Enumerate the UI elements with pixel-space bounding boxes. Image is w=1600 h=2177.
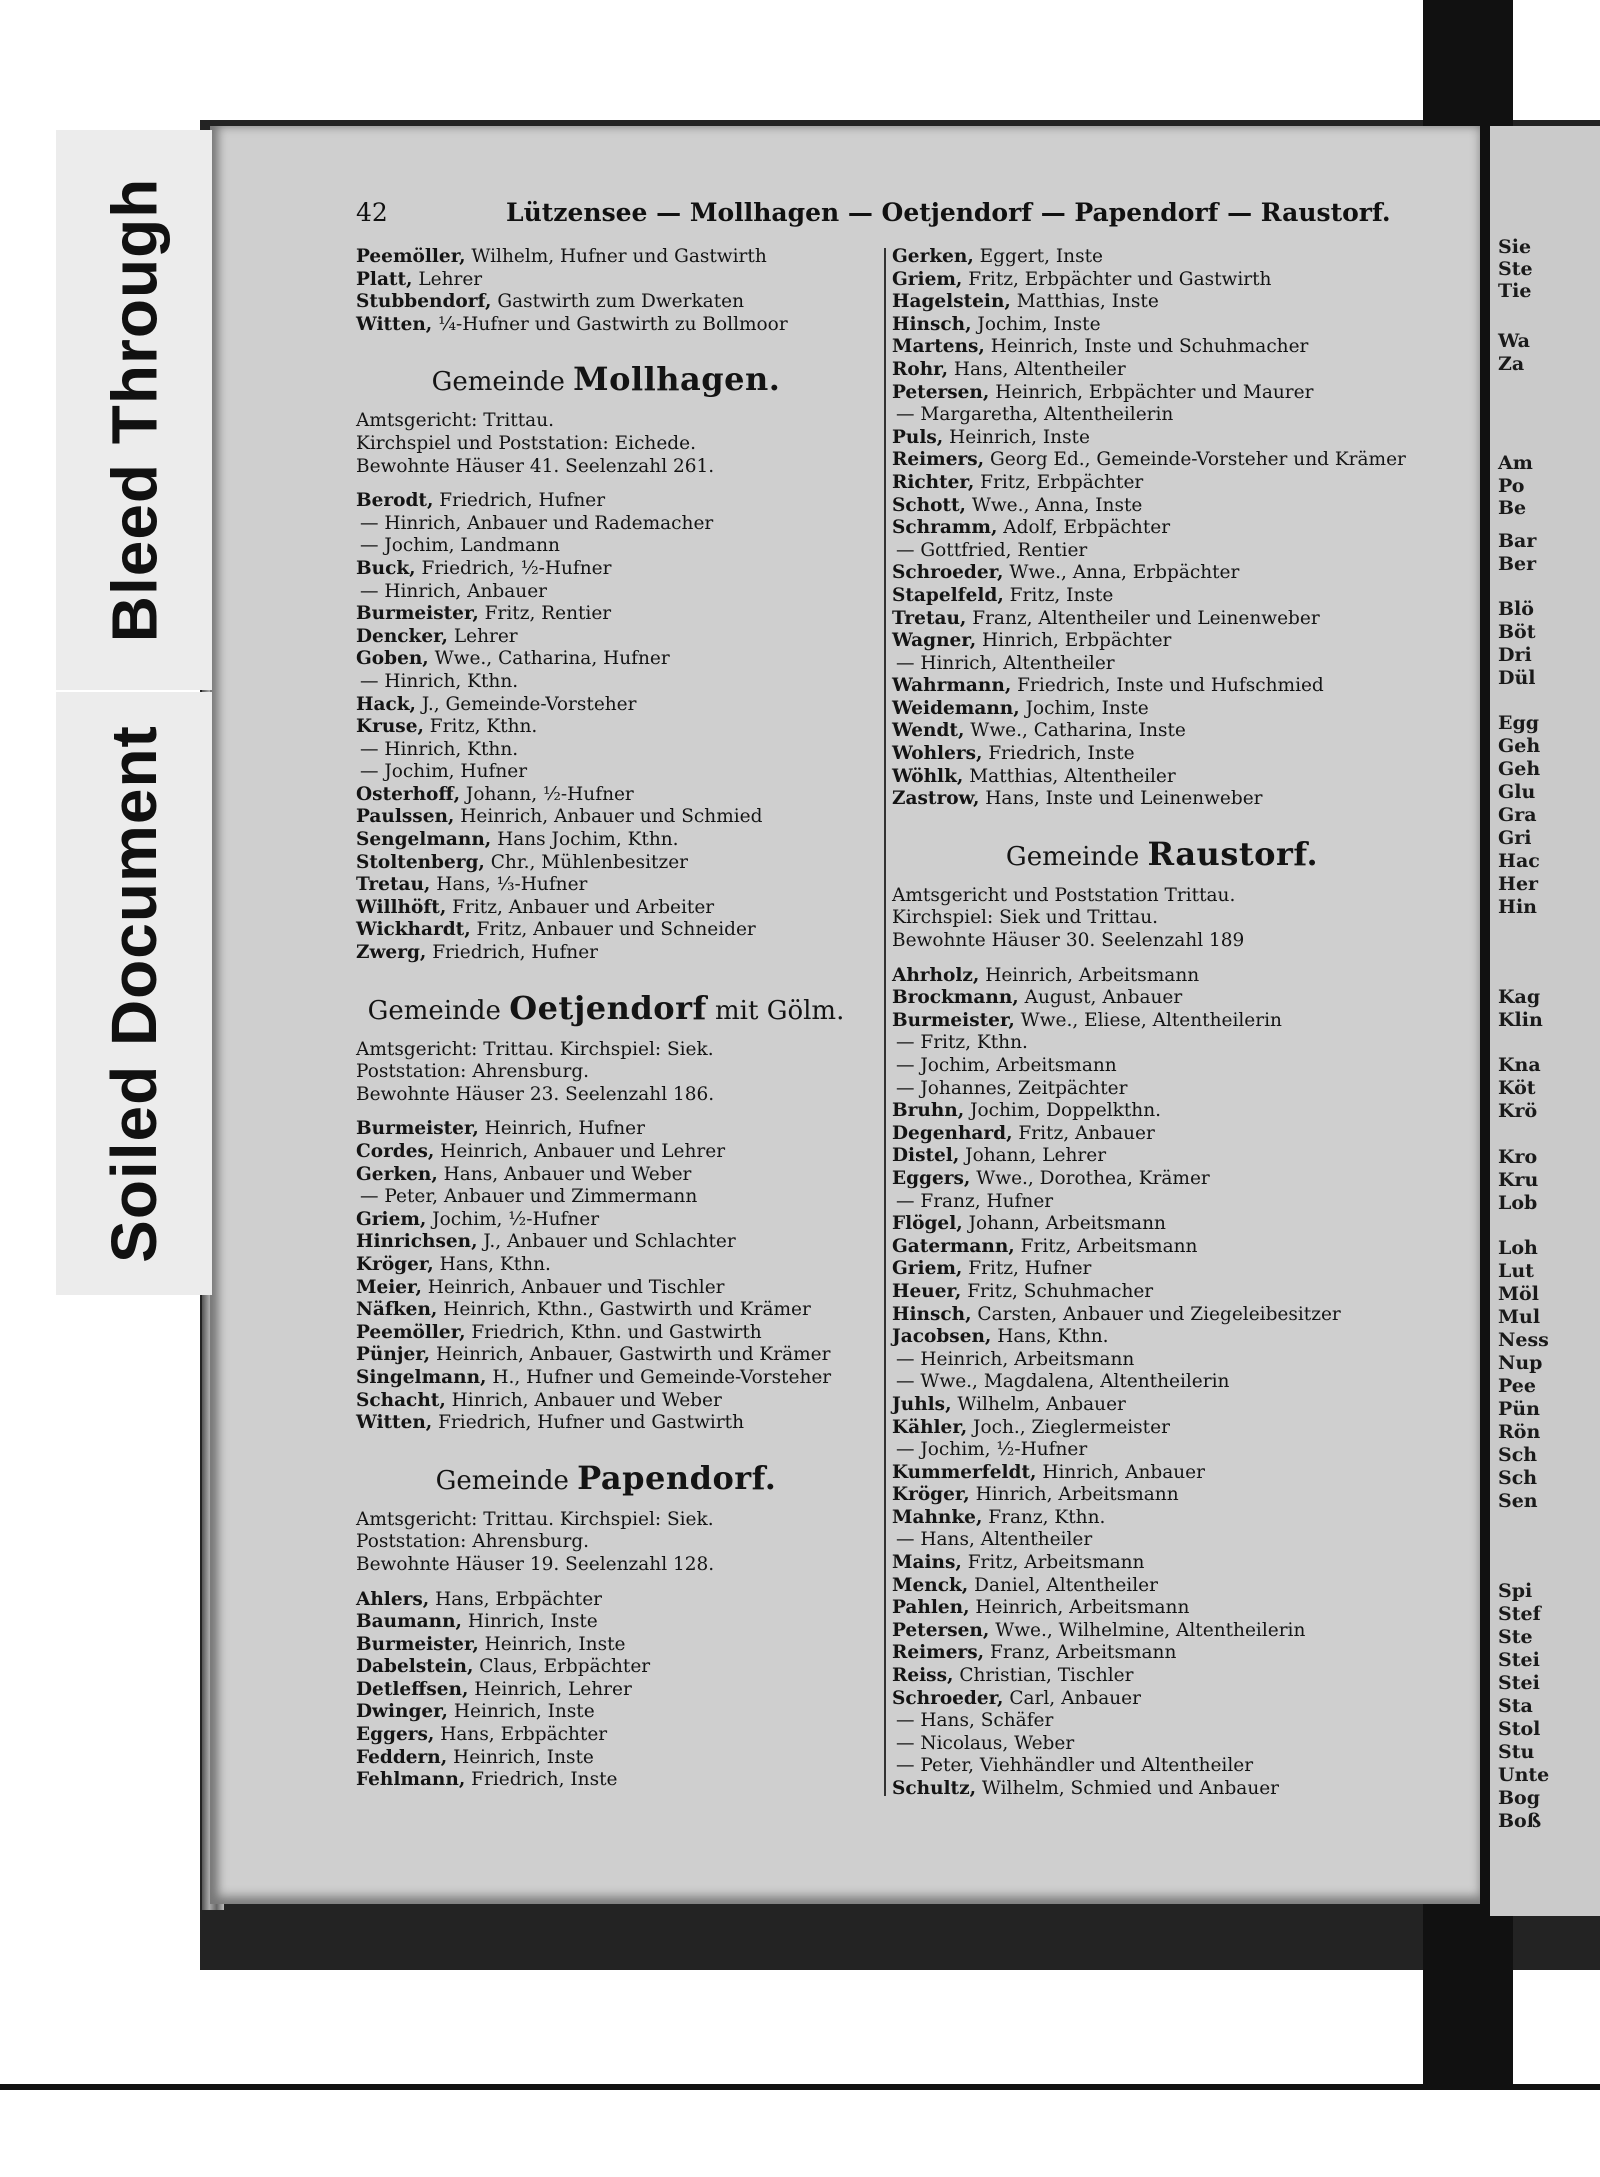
section-heading: Gemeinde Raustorf. [1005,834,1319,873]
directory-entry: Cordes, Heinrich, Anbauer und Lehrer [356,1141,726,1162]
section-info-line: Bewohnte Häuser 30. Seelenzahl 189 [892,930,1245,952]
directory-entry: Hinrichsen, J., Anbauer und Schlachter [356,1231,736,1253]
directory-entry: — Hans, Schäfer [896,1710,1054,1732]
section-info-line: Poststation: Ahrensburg. [356,1061,590,1083]
running-head: Lützensee — Mollhagen — Oetjendorf — Papendorf — Raustorf. [506,198,1391,227]
section-heading: Gemeinde Mollhagen. [431,360,781,399]
bleed-through-text: Bleed Through [98,177,170,643]
facing-page-text-fragment: Klin [1498,1009,1543,1031]
facing-page-text-fragment: Geh [1498,758,1541,780]
directory-entry: Goben, Wwe., Catharina, Hufner [356,648,670,670]
facing-page-text-fragment: Stef [1498,1603,1541,1625]
facing-page-text-fragment: Sie [1498,236,1532,258]
directory-entry: Osterhoff, Johann, ½-Hufner [356,783,634,805]
directory-entry: Schott, Wwe., Anna, Inste [892,494,1143,516]
facing-page-text-fragment: Ste [1498,1626,1533,1648]
directory-entry: Rohr, Hans, Altentheiler [892,358,1126,380]
directory-entry: Bruhn, Jochim, Doppelkthn. [892,1100,1161,1122]
facing-page-text-fragment: Kag [1498,986,1541,1008]
page-header [356,198,1391,232]
facing-page-text-fragment: Köt [1498,1077,1536,1099]
directory-entry: Burmeister, Wwe., Eliese, Altentheilerin [892,1009,1282,1031]
directory-entry: Wohlers, Friedrich, Inste [892,743,1135,765]
directory-entry: Eggers, Hans, Erbpächter [356,1724,608,1746]
facing-page-text-fragment: Gra [1498,804,1537,826]
directory-entry: Platt, Lehrer [356,268,483,290]
facing-page-text-fragment: Ness [1498,1329,1549,1351]
directory-entry: Ahlers, Hans, Erbpächter [356,1588,602,1610]
directory-entry: Petersen, Wwe., Wilhelmine, Altentheilerin [892,1619,1306,1641]
facing-page-text-fragment: Wa [1498,330,1530,352]
facing-page-text-fragment: Kro [1498,1146,1538,1168]
facing-page-text-fragment: Pee [1498,1375,1536,1397]
directory-entry: — Hinrich, Kthn. [360,670,519,692]
facing-page-text-fragment: Pün [1498,1398,1540,1420]
directory-entry: Flögel, Johann, Arbeitsmann [892,1213,1166,1235]
facing-page-text-fragment: Böt [1498,621,1536,643]
directory-entry: Witten, ¼-Hufner und Gastwirth zu Bollmoor [356,313,788,335]
directory-entry: Willhöft, Fritz, Anbauer und Arbeiter [356,896,715,918]
facing-page-text-fragment: Glu [1498,781,1536,803]
directory-entry: — Jochim, Landmann [360,535,560,557]
directory-entry: Meier, Heinrich, Anbauer und Tischler [356,1276,725,1298]
directory-entry: — Johannes, Zeitpächter [896,1077,1128,1099]
facing-page-text-fragment: Tie [1498,280,1532,302]
directory-entry: Stoltenberg, Chr., Mühlenbesitzer [356,851,689,873]
facing-page-text-fragment: Hac [1498,850,1540,872]
facing-page-text-fragment: Egg [1498,712,1540,734]
section-heading-name: Papendorf. [577,1458,777,1497]
directory-entry: — Fritz, Kthn. [896,1032,1028,1054]
facing-page-text-fragment: Hin [1498,896,1537,918]
directory-entry: Puls, Heinrich, Inste [892,426,1090,448]
facing-page-text-fragment: Kna [1498,1054,1541,1076]
facing-page-text-fragment: Lut [1498,1260,1534,1282]
section-info-line: Amtsgericht und Poststation Trittau. [892,884,1236,906]
directory-entry: Burmeister, Heinrich, Inste [356,1633,626,1655]
facing-page-text-fragment: Gri [1498,827,1532,849]
page-number: 42 [356,198,388,227]
directory-entry: Pahlen, Heinrich, Arbeitsmann [892,1597,1190,1619]
directory-entry: Kröger, Hinrich, Arbeitsmann [892,1484,1179,1506]
facing-page-text-fragment: Unte [1498,1764,1550,1786]
directory-entry: Distel, Johann, Lehrer [892,1145,1107,1167]
directory-entry: — Peter, Viehhändler und Altentheiler [896,1755,1254,1777]
left-column [356,246,856,1792]
directory-entry: — Nicolaus, Weber [896,1732,1075,1754]
directory-entry: — Hinrich, Altentheiler [896,652,1115,674]
directory-entry: Witten, Friedrich, Hufner und Gastwirth [356,1412,745,1434]
spacer [892,811,1432,823]
directory-entry: Menck, Daniel, Altentheiler [892,1574,1158,1596]
facing-page-text-fragment: Po [1498,475,1525,497]
spacer [356,965,856,977]
facing-page-text-fragment: Stu [1498,1741,1535,1763]
directory-entry: Näfken, Heinrich, Kthn., Gastwirth und Krämer [356,1299,811,1321]
directory-entry: Hinsch, Jochim, Inste [892,313,1101,335]
directory-entry: Tretau, Franz, Altentheiler und Leinenweber [892,607,1320,629]
section-heading-name: Raustorf. [1147,834,1319,873]
directory-entry: Singelmann, H., Hufner und Gemeinde-Vorsteher [356,1366,832,1388]
facing-page-text-fragment: Ber [1498,553,1537,575]
directory-entry: Gatermann, Fritz, Arbeitsmann [892,1235,1198,1257]
directory-entry: Feddern, Heinrich, Inste [356,1746,594,1768]
directory-entry: Wickhardt, Fritz, Anbauer und Schneider [356,919,756,941]
directory-entry: Kröger, Hans, Kthn. [356,1253,551,1275]
section-info-line: Amtsgericht: Trittau. Kirchspiel: Siek. [356,1508,714,1530]
facing-page-text-fragment: Am [1498,452,1533,474]
directory-entry: Paulssen, Heinrich, Anbauer und Schmied [356,806,763,828]
directory-entry: Zwerg, Friedrich, Hufner [356,942,598,964]
directory-entry: — Peter, Anbauer und Zimmermann [360,1186,698,1208]
directory-entry: — Heinrich, Arbeitsmann [896,1348,1135,1370]
directory-entry: Wendt, Wwe., Catharina, Inste [892,720,1186,742]
directory-entry: Schroeder, Carl, Anbauer [892,1687,1141,1709]
directory-entry: Fehlmann, Friedrich, Inste [356,1769,618,1791]
directory-entry: Zastrow, Hans, Inste und Leinenweber [892,788,1263,810]
directory-entry: Mains, Fritz, Arbeitsmann [892,1552,1145,1574]
directory-entry: Kummerfeldt, Hinrich, Anbauer [892,1461,1205,1483]
directory-entry: Sengelmann, Hans Jochim, Kthn. [356,829,679,851]
facing-page-text-fragment: Loh [1498,1237,1538,1259]
soiled-document-label [56,692,212,1295]
directory-entry: Burmeister, Fritz, Rentier [356,603,612,625]
column-divider [884,248,886,1796]
section-info-line: Kirchspiel: Siek und Trittau. [892,907,1159,929]
directory-entry: Stapelfeld, Fritz, Inste [892,584,1114,606]
directory-entry: Dabelstein, Claus, Erbpächter [356,1656,651,1678]
directory-entry: Petersen, Heinrich, Erbpächter und Maurer [892,381,1314,403]
facing-page-text-fragment: Möl [1498,1283,1539,1305]
directory-entry: Dencker, Lehrer [356,625,518,647]
directory-entry: Brockmann, August, Anbauer [892,987,1183,1009]
directory-entry: Schacht, Hinrich, Anbauer und Weber [356,1389,722,1411]
facing-page-text-fragment: Kru [1498,1169,1539,1191]
directory-entry: — Jochim, Arbeitsmann [896,1055,1117,1076]
directory-entry: — Margaretha, Altentheilerin [896,404,1174,426]
facing-page-text-fragment: Stol [1498,1718,1541,1740]
directory-entry: Dwinger, Heinrich, Inste [356,1701,595,1723]
spacer [356,1435,856,1447]
directory-entry: Weidemann, Jochim, Inste [892,697,1149,719]
facing-page-text-fragment: Blö [1498,598,1534,620]
directory-entry: Reimers, Georg Ed., Gemeinde-Vorsteher und Krämer [892,449,1406,471]
spacer [356,1106,856,1118]
section-info-line: Bewohnte Häuser 19. Seelenzahl 128. [356,1553,715,1575]
directory-entry: Heuer, Fritz, Schuhmacher [892,1280,1154,1302]
facing-page-text-fragment: Stei [1498,1672,1540,1694]
directory-entry: Baumann, Hinrich, Inste [356,1611,598,1633]
facing-page-text-fragment: Sen [1498,1490,1538,1512]
directory-entry: Wagner, Hinrich, Erbpächter [892,630,1172,652]
section-heading-name: Oetjendorf [509,988,707,1027]
directory-entry: Peemöller, Friedrich, Kthn. und Gastwirth [356,1321,762,1343]
scan-bottom-margin [0,2090,1600,2177]
directory-entry: — Hinrich, Anbauer und Rademacher [360,512,714,534]
facing-page-text-fragment: Lob [1498,1192,1538,1214]
directory-entry: Griem, Jochim, ½-Hufner [356,1208,600,1230]
directory-entry: — Jochim, ½-Hufner [896,1439,1088,1461]
directory-entry: Schroeder, Wwe., Anna, Erbpächter [892,562,1240,584]
spacer [892,953,1432,965]
directory-entry: Kähler, Joch., Zieglermeister [892,1416,1170,1438]
facing-page-text-fragment: Dri [1498,644,1532,666]
facing-page-text-fragment: Stei [1498,1649,1540,1671]
facing-page-text-fragment: Geh [1498,735,1541,757]
directory-entry: Schramm, Adolf, Erbpächter [892,517,1171,539]
facing-page-text-fragment: Krö [1498,1100,1538,1122]
directory-entry: Tretau, Hans, ⅓-Hufner [356,874,588,896]
facing-page-text-fragment: Rön [1498,1421,1541,1443]
directory-entry: Degenhard, Fritz, Anbauer [892,1122,1155,1144]
directory-entry: — Gottfried, Rentier [896,539,1088,561]
facing-page-text-fragment: Boß [1498,1810,1542,1832]
facing-page-text-fragment: Dül [1498,667,1536,689]
directory-entry: Stubbendorf, Gastwirth zum Dwerkaten [356,291,744,313]
directory-entry: Hack, J., Gemeinde-Vorsteher [356,693,637,715]
directory-entry: Richter, Fritz, Erbpächter [892,471,1144,493]
directory-entry: Reiss, Christian, Tischler [892,1665,1134,1687]
facing-page-text-fragment: Sch [1498,1467,1538,1489]
directory-entry: Reimers, Franz, Arbeitsmann [892,1642,1177,1664]
directory-entry: Martens, Heinrich, Inste und Schuhmacher [892,336,1309,358]
facing-page-text-fragment: Ste [1498,258,1533,280]
facing-page-fragment [1490,126,1600,1916]
directory-entry: Burmeister, Heinrich, Hufner [356,1118,645,1140]
directory-entry: Buck, Friedrich, ½-Hufner [356,557,612,579]
facing-page-text-fragment: Bar [1498,530,1537,552]
directory-entry: Peemöller, Wilhelm, Hufner und Gastwirth [356,246,767,267]
directory-entry: Hinsch, Carsten, Anbauer und Ziegeleibesitzer [892,1303,1341,1325]
directory-entry: Mahnke, Franz, Kthn. [892,1506,1106,1528]
directory-entry: Berodt, Friedrich, Hufner [356,490,606,512]
spacer [356,336,856,348]
directory-entry: Detleffsen, Heinrich, Lehrer [356,1678,632,1700]
section-info-line: Kirchspiel und Poststation: Eichede. [356,432,696,454]
directory-entry: Ahrholz, Heinrich, Arbeitsmann [892,964,1200,986]
directory-entry: Pünjer, Heinrich, Anbauer, Gastwirth und Krämer [356,1344,831,1366]
directory-entry: Schultz, Wilhelm, Schmied und Anbauer [892,1778,1280,1799]
directory-entry: Jacobsen, Hans, Kthn. [892,1326,1109,1348]
directory-entry: Kruse, Fritz, Kthn. [356,716,538,738]
directory-entry: — Jochim, Hufner [360,761,528,783]
facing-page-text-fragment: Sch [1498,1444,1538,1466]
facing-page-text-fragment: Za [1498,353,1525,375]
directory-entry: Hagelstein, Matthias, Inste [892,291,1159,313]
facing-page-text-fragment: Be [1498,497,1527,519]
directory-entry: Griem, Fritz, Erbpächter und Gastwirth [892,268,1272,290]
spacer [356,1577,856,1589]
section-info-line: Bewohnte Häuser 23. Seelenzahl 186. [356,1083,715,1105]
directory-entry: Griem, Fritz, Hufner [892,1258,1092,1280]
facing-page-text-fragment: Mul [1498,1306,1541,1328]
section-info-line: Amtsgericht: Trittau. [356,410,554,432]
facing-page-text-fragment: Nup [1498,1352,1543,1374]
section-info-line: Poststation: Ahrensburg. [356,1531,590,1553]
facing-page-text-fragment: Bog [1498,1787,1541,1809]
directory-entry: — Hinrich, Anbauer [360,580,547,602]
bleed-through-label [56,130,212,690]
soiled-document-text: Soiled Document [98,724,170,1263]
facing-page-text-fragment: Sta [1498,1695,1533,1717]
directory-entry: — Wwe., Magdalena, Altentheilerin [896,1371,1230,1393]
right-column [892,246,1432,1801]
facing-page-text-fragment: Spi [1498,1580,1533,1602]
directory-entry: Gerken, Hans, Anbauer und Weber [356,1163,692,1185]
section-heading: Gemeinde Papendorf. [435,1458,777,1497]
directory-entry: Gerken, Eggert, Inste [892,246,1103,267]
section-info-line: Amtsgericht: Trittau. Kirchspiel: Siek. [356,1038,714,1060]
directory-entry: Wöhlk, Matthias, Altentheiler [892,765,1176,787]
section-heading: Gemeinde Oetjendorf mit Gölm. [367,988,845,1027]
section-info-line: Bewohnte Häuser 41. Seelenzahl 261. [356,455,715,477]
directory-entry: Eggers, Wwe., Dorothea, Krämer [892,1167,1210,1189]
directory-entry: Juhls, Wilhelm, Anbauer [892,1393,1126,1415]
directory-entry: Wahrmann, Friedrich, Inste und Hufschmied [892,675,1324,697]
directory-entry: — Hinrich, Kthn. [360,738,519,760]
section-heading-name: Mollhagen. [573,360,781,399]
directory-entry: — Hans, Altentheiler [896,1529,1093,1551]
spacer [356,478,856,490]
directory-entry: — Franz, Hufner [896,1190,1054,1212]
facing-page-text-fragment: Her [1498,873,1539,895]
